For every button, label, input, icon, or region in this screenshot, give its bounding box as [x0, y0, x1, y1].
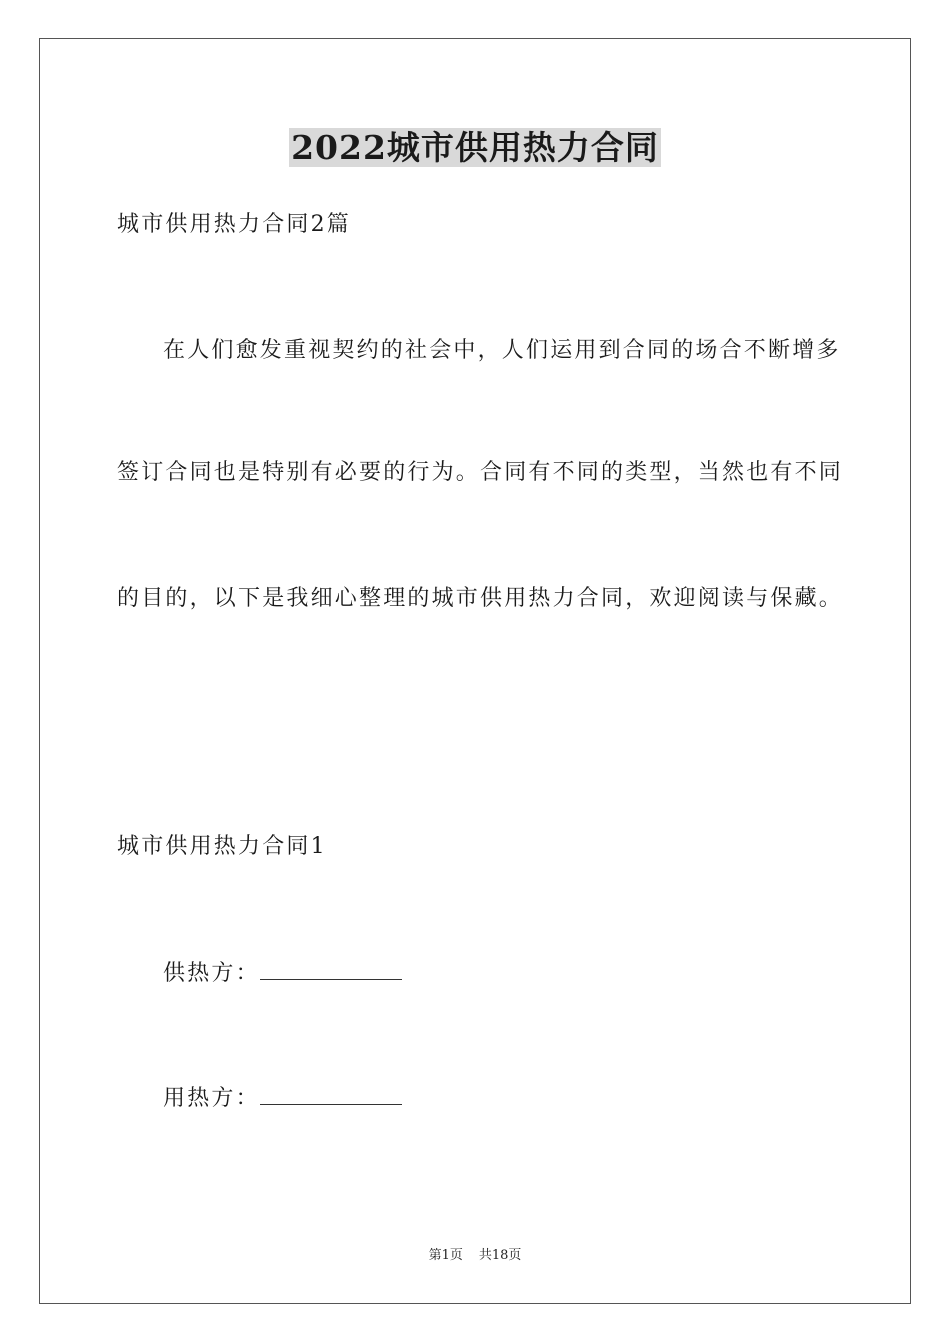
intro-line-3: 的目的，以下是我细心整理的城市供用热力合同，欢迎阅读与保藏。 — [117, 586, 844, 611]
supplier-label: 供热方： — [163, 961, 260, 986]
document-title-text: 2022城市供用热力合同 — [291, 128, 659, 167]
intro-line-2: 签订合同也是特别有必要的行为。合同有不同的类型，当然也有不同 — [117, 460, 844, 485]
page-current: 第1页 — [428, 1248, 463, 1263]
intro-line-1: 在人们愈发重视契约的社会中，人们运用到合同的场合不断增多 — [163, 338, 841, 363]
supplier-blank-line — [260, 957, 402, 980]
supplier-field — [163, 957, 402, 989]
document-title — [0, 126, 950, 170]
user-label: 用热方： — [163, 1086, 260, 1111]
page-footer — [0, 1246, 950, 1266]
page-total: 共18页 — [478, 1248, 522, 1263]
document-subtitle: 城市供用热力合同2篇 — [117, 212, 351, 237]
user-blank-line — [260, 1082, 402, 1105]
user-field — [163, 1082, 402, 1114]
section-heading: 城市供用热力合同1 — [117, 834, 327, 859]
